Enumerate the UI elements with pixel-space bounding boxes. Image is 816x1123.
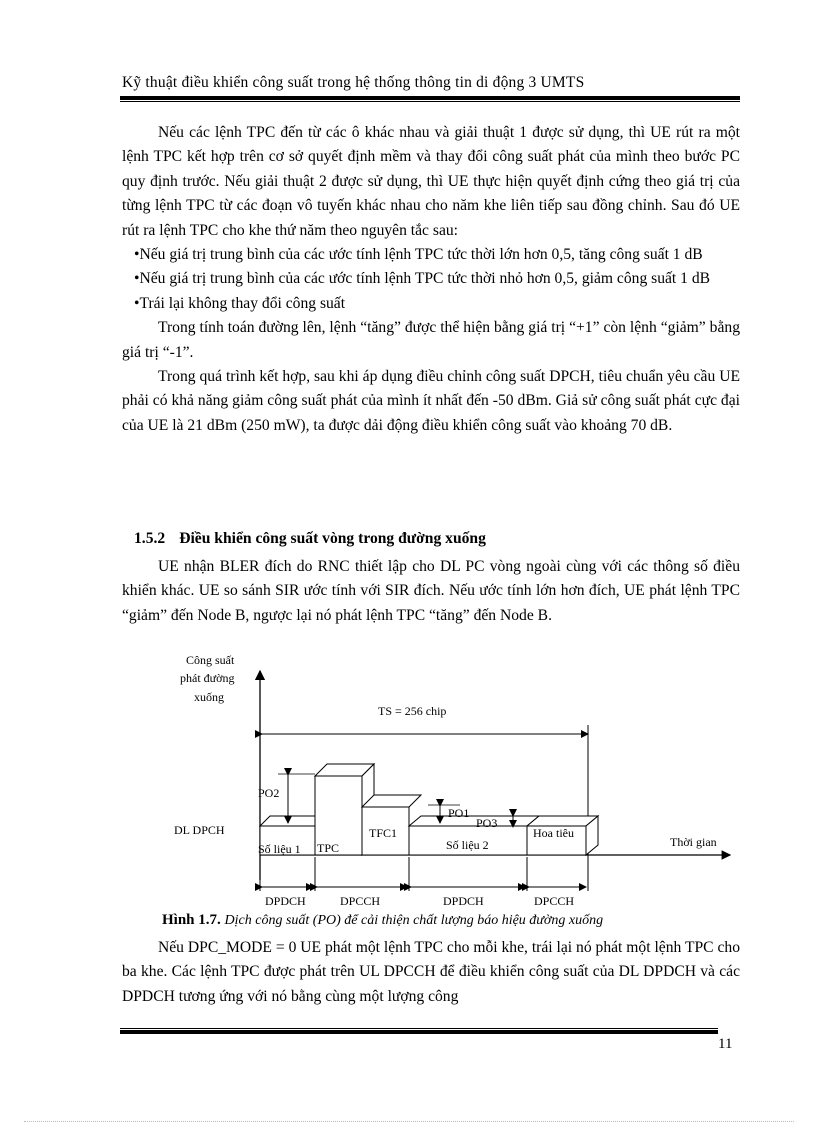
power-offset-figure — [160, 645, 740, 915]
tfci-label: TFC1 — [369, 826, 398, 840]
y-axis-label-line: Công suất — [186, 653, 235, 667]
section-block — [122, 555, 740, 628]
data2-block-top — [409, 816, 539, 826]
channel-label: DL DPCH — [174, 823, 225, 837]
power-blocks — [260, 764, 598, 855]
paragraph-dpc-mode: Nếu DPC_MODE = 0 UE phát một lệnh TPC cho mỗi khe, trái lại nó phát một lệnh TPC cho ba khe. Các lệnh TPC được phát trên UL DPCCH để điều khiển công suất của DL DPDCH và các DPDCH tương ứng với nó bằng cùng một lượng công — [122, 939, 740, 1005]
page-number: 11 — [718, 1036, 733, 1052]
tpc-label: TPC — [317, 841, 340, 855]
paragraph-downlink: UE nhận BLER đích do RNC thiết lập cho DL PC vòng ngoài cùng với các thông số điều khiển khác. UE so sánh SIR ước tính với SIR đích. Nếu ước tính lớn hơn đích, UE phát lệnh TPC “giảm” đến Node B, ngược lại nó phát lệnh TPC “tăng” đến Node B. — [122, 558, 740, 624]
section-number: 1.5.2 — [134, 530, 166, 547]
figure-diagram — [160, 645, 740, 915]
section-title: Điều khiển công suất vòng trong đường xuống — [179, 530, 486, 547]
timeslot-label: TS = 256 chip — [378, 704, 447, 718]
segment-label: DPDCH — [443, 894, 484, 908]
paragraph-uplink: Trong tính toán đường lên, lệnh “tăng” được thể hiện bằng giá trị “+1” còn lệnh “giảm” bằng giá trị “-1”. — [122, 319, 740, 361]
page-edge-divider — [24, 1121, 794, 1122]
section-heading — [134, 530, 486, 548]
figure-caption — [162, 912, 603, 929]
bullet-item: •Nếu giá trị trung bình của các ước tính lệnh TPC tức thời lớn hơn 0,5, tăng công suất 1 dB — [134, 246, 703, 264]
caption-label: Hình 1.7. — [162, 912, 221, 928]
y-axis-label-line: phát đường — [180, 671, 235, 685]
running-header: Kỹ thuật điều khiển công suất trong hệ thống thông tin di động 3 UMTS — [122, 74, 585, 91]
paragraph-algorithms: Nếu các lệnh TPC đến từ các ô khác nhau và giải thuật 1 được sử dụng, thì UE rút ra một lệnh TPC kết hợp trên cơ sở quyết định mềm và thay đổi công suất phát của mình theo bước PC quy định trước. Nếu giải thuật 2 được sử dụng, thì UE thực hiện quyết định cứng theo giá trị của từng lệnh TPC từ các đoạn vô tuyến khác nhau cho năm khe liên tiếp sau đồng chỉnh. Sau đó UE rút ra lệnh TPC cho khe thứ năm theo nguyên tắc sau: — [122, 124, 740, 239]
closing-block — [122, 936, 740, 1009]
footer-rule — [120, 1028, 718, 1034]
intro-block — [122, 121, 740, 438]
header-rule — [120, 96, 740, 102]
bullet-item: •Nếu giá trị trung bình của các ước tính lệnh TPC tức thời nhỏ hơn 0,5, giảm công suất 1 dB — [134, 270, 711, 288]
paragraph-dynamic-range: Trong quá trình kết hợp, sau khi áp dụng điều chỉnh công suất DPCH, tiêu chuẩn yêu cầu UE phải có khả năng giảm công suất phát của mình ít nhất đến -50 dBm. Giả sử công suất phát cực đại của UE là 21 dBm (250 mW), ta được dải động điều khiển công suất vào khoảng 70 dB. — [122, 368, 740, 434]
segment-label: DPDCH — [265, 894, 306, 908]
time-axis-label: Thời gian — [670, 835, 717, 849]
bullet-item: •Trái lại không thay đổi công suất — [134, 294, 346, 312]
caption-title: Dịch công suất (PO) để cải thiện chất lượng báo hiệu đường xuống — [224, 913, 604, 928]
po1-label: PO1 — [448, 806, 470, 820]
data1-label: Số liệu 1 — [258, 842, 301, 856]
y-axis-label-line: xuống — [194, 690, 224, 704]
pilot-label: Hoa tiêu — [533, 826, 574, 840]
segment-label: DPCCH — [340, 894, 381, 908]
data2-label: Số liệu 2 — [446, 838, 489, 852]
segment-label: DPCCH — [534, 894, 575, 908]
po3-label: PO3 — [476, 816, 498, 830]
po2-label: PO2 — [258, 786, 280, 800]
